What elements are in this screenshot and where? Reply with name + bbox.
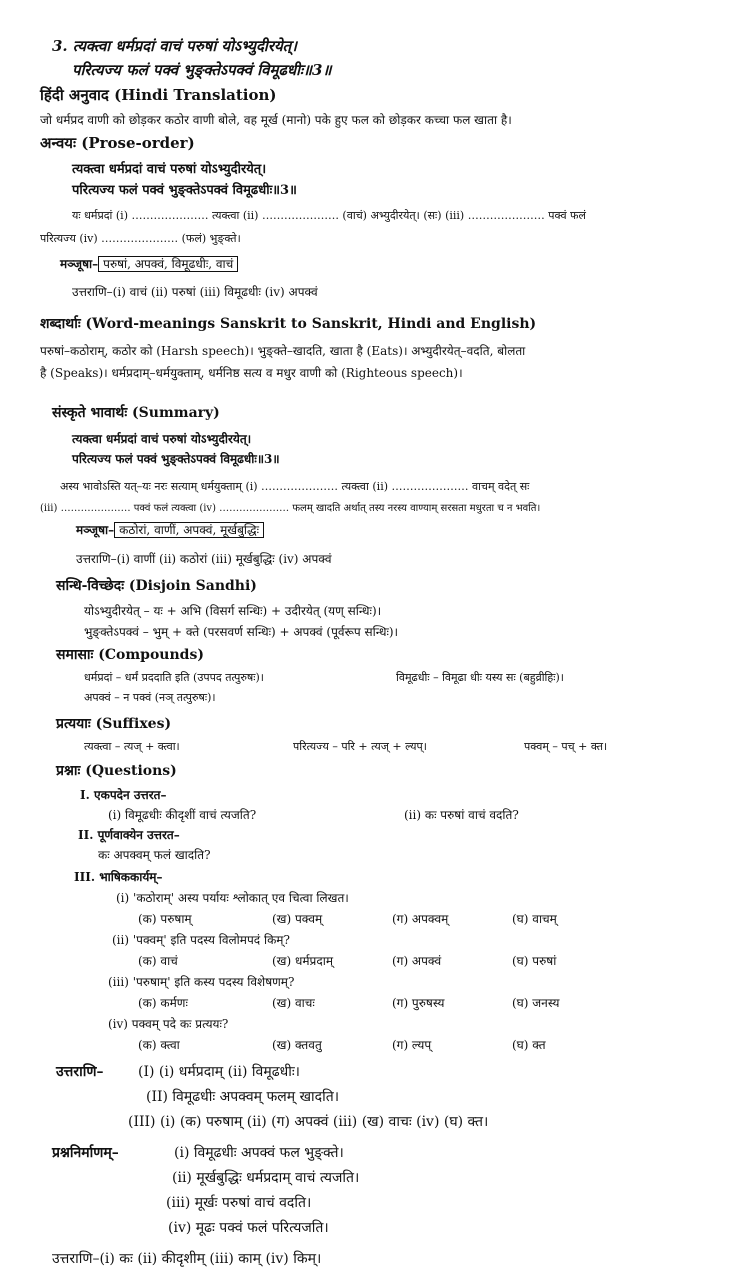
anvaya-manjusha: [60, 255, 238, 272]
anvaya-fill-1: यः धर्मप्रदां (i) ………………… त्यक्त्वा (ii) ………………… (वाचं) अभ्युदीरयेत्। (सः) (iii) ………………… पक्वं फलं: [72, 209, 586, 222]
q-I-1: (i) विमूढधीः कीदृशीं वाचं त्यजति?: [108, 808, 257, 822]
verse-line-1: 3. त्यक्त्वा धर्मप्रदां वाचं परुषां योऽभ्युदीरयेत्।: [52, 37, 297, 55]
answers-line-2: (II) विमूढधीः अपक्वम् फलम् खादति।: [146, 1089, 340, 1105]
mcq-option: (ख) वाचः: [272, 996, 315, 1010]
q-III-heading: III. भाषिककार्यम्–: [74, 870, 163, 884]
anvaya-verse-1: त्यक्त्वा धर्मप्रदां वाचं परुषां योऽभ्युदीरयेत्।: [72, 162, 267, 177]
prashna-line-4: (iv) मूढः पक्वं फलं परित्यजति।: [168, 1220, 329, 1236]
final-answers: उत्तराणि–(i) कः (ii) कीदृशीम् (iii) काम् (iv) किम्।: [52, 1251, 322, 1267]
mcq-option: (ग) अपक्वम्: [392, 912, 449, 926]
mcq-option: (क) वाचं: [138, 954, 178, 968]
summary-line-1: अस्य भावोऽस्ति यत्–यः नरः सत्याम् धर्मयुक्ताम् (i) ………………… त्यक्त्वा (ii) ………………… वाचम् वदेत् सः: [60, 480, 530, 493]
summary-heading: संस्कृते भावार्थः (Summary): [52, 405, 220, 421]
manjusha-box: परुषां, अपक्वं, विमूढधीः, वाचं: [98, 256, 238, 272]
mcq-question: (iv) पक्वम् पदे कः प्रत्ययः?: [108, 1017, 229, 1031]
verse-line-2: परित्यज्य फलं पक्वं भुङ्क्तेऽपक्वं विमूढधीः॥3॥: [72, 61, 332, 79]
manjusha-label: मञ्जूषा–: [76, 523, 115, 537]
mcq-question: (i) 'कठोराम्' अस्य पर्यायः श्लोकात् एव चित्वा लिखत।: [116, 891, 349, 905]
anvaya-answers: उत्तराणि–(i) वाचं (ii) परुषां (iii) विमूढधीः (iv) अपक्वं: [72, 285, 318, 299]
prashna-label: प्रश्ननिर्माणम्–: [52, 1145, 119, 1161]
samasa-line-1b: विमूढधीः – विमूढा धीः यस्य सः (बहुव्रीहिः)।: [396, 671, 564, 684]
mcq-option: (ख) क्तवतु: [272, 1038, 322, 1052]
mcq-option: (ख) पक्वम्: [272, 912, 323, 926]
answers-line-3: (III) (i) (क) परुषाम् (ii) (ग) अपक्वं (iii) (ख) वाचः (iv) (घ) क्त।: [128, 1114, 489, 1130]
mcq-option: (घ) परुषां: [512, 954, 557, 968]
shabdarth-line-2: है (Speaks)। धर्मप्रदाम्–धर्मयुक्ताम्, धर्मनिष्ठ सत्य व मधुर वाणी को (Righteous speech)।: [40, 366, 463, 380]
pratyaya-c: पक्वम् – पच् + क्त।: [524, 740, 608, 753]
manjusha-box: कठोरां, वाणीं, अपक्वं, मूर्खबुद्धिः: [114, 522, 264, 538]
mcq-option: (ग) अपक्वं: [392, 954, 442, 968]
answers-line-1: (I) (i) धर्मप्रदाम् (ii) विमूढधीः।: [138, 1064, 300, 1080]
summary-answers: उत्तराणि–(i) वाणीं (ii) कठोरां (iii) मूर्खबुद्धिः (iv) अपक्वं: [76, 552, 332, 566]
summary-verse-2: परित्यज्य फलं पक्वं भुङ्क्तेऽपक्वं विमूढधीः॥3॥: [72, 452, 280, 466]
sandhi-heading: सन्धि-विच्छेदः (Disjoin Sandhi): [56, 578, 257, 594]
pratyaya-a: त्यक्त्वा – त्यज् + क्त्वा।: [84, 740, 180, 753]
samasa-line-1a: धर्मप्रदां – धर्मं प्रददाति इति (उपपद तत्पुरुषः)।: [84, 671, 264, 684]
manjusha-label: मञ्जूषा–: [60, 257, 99, 271]
questions-heading: प्रश्नाः (Questions): [56, 763, 177, 779]
sandhi-line-2: भुङ्क्तेऽपक्वं – भुम् + क्ते (परसवर्ण सन्धिः) + अपक्वं (पूर्वरूप सन्धिः)।: [84, 625, 399, 639]
summary-line-2: (iii) ………………… पक्वं फलं त्यक्त्वा (iv) ………………… फलम् खादति अर्थात् तस्य नरस्य वाण्याम् सरसता मधुरता च न भवति।: [40, 503, 541, 514]
q-I-heading: I. एकपदेन उत्तरत–: [80, 788, 167, 802]
mcq-option: (घ) जनस्य: [512, 996, 560, 1010]
samasa-line-2: अपक्वं – न पक्वं (नञ् तत्पुरुषः)।: [84, 691, 216, 704]
shabdarth-line-1: परुषां–कठोराम्, कठोर को (Harsh speech)। भुङ्क्ते–खादति, खाता है (Eats)। अभ्युदीरयेत्–वदति, बोलता: [40, 344, 526, 358]
prashna-line-2: (ii) मूर्खबुद्धिः धर्मप्रदाम् वाचं त्यजति।: [172, 1170, 360, 1186]
anvaya-verse-2: परित्यज्य फलं पक्वं भुङ्क्तेऽपक्वं विमूढधीः॥3॥: [72, 183, 297, 198]
sandhi-line-1: योऽभ्युदीरयेत् – यः + अभि (विसर्ग सन्धिः) + उदीरयेत् (यण् सन्धिः)।: [84, 604, 382, 618]
summary-verse-1: त्यक्त्वा धर्मप्रदां वाचं परुषां योऽभ्युदीरयेत्।: [72, 432, 252, 446]
anvaya-fill-2: परित्यज्य (iv) ………………… (फलं) भुङ्क्ते।: [40, 232, 241, 245]
mcq-question: (iii) 'परुषाम्' इति कस्य पदस्य विशेषणम्?: [108, 975, 295, 989]
mcq-option: (क) परुषाम्: [138, 912, 192, 926]
hindi-text: जो धर्मप्रद वाणी को छोड़कर कठोर वाणी बोले, वह मूर्ख (मानो) पके हुए फल को छोड़कर कच्चा फल खाता है।: [40, 113, 512, 127]
samasa-heading: समासाः (Compounds): [56, 647, 204, 663]
mcq-option: (क) क्त्वा: [138, 1038, 180, 1052]
summary-manjusha: [76, 521, 264, 538]
q-II-heading: II. पूर्णवाक्येन उत्तरत–: [78, 828, 180, 842]
mcq-question: (ii) 'पक्वम्' इति पदस्य विलोमपदं किम्?: [112, 933, 290, 947]
mcq-option: (घ) वाचम्: [512, 912, 557, 926]
pratyaya-heading: प्रत्ययाः (Suffixes): [56, 716, 172, 732]
q-II-1: कः अपक्वम् फलं खादति?: [98, 848, 211, 862]
answers-label: उत्तराणि–: [56, 1064, 104, 1080]
mcq-option: (ग) पुरुषस्य: [392, 996, 445, 1010]
shabdarth-heading: शब्दार्थाः (Word-meanings Sanskrit to Sanskrit, Hindi and English): [40, 316, 537, 332]
mcq-option: (ख) धर्मप्रदाम्: [272, 954, 334, 968]
hindi-heading: हिंदी अनुवाद (Hindi Translation): [40, 86, 277, 104]
mcq-option: (ग) ल्यप्: [392, 1038, 432, 1052]
q-I-2: (ii) कः परुषां वाचं वदति?: [404, 808, 519, 822]
anvaya-heading: अन्वयः (Prose-order): [40, 134, 195, 152]
prashna-line-3: (iii) मूर्खः परुषां वाचं वदति।: [166, 1195, 312, 1211]
pratyaya-b: परित्यज्य – परि + त्यज् + ल्यप्।: [293, 740, 427, 753]
prashna-line-1: (i) विमूढधीः अपक्वं फल भुङ्क्ते।: [174, 1145, 344, 1161]
mcq-option: (घ) क्त: [512, 1038, 546, 1052]
mcq-option: (क) कर्मणः: [138, 996, 188, 1010]
